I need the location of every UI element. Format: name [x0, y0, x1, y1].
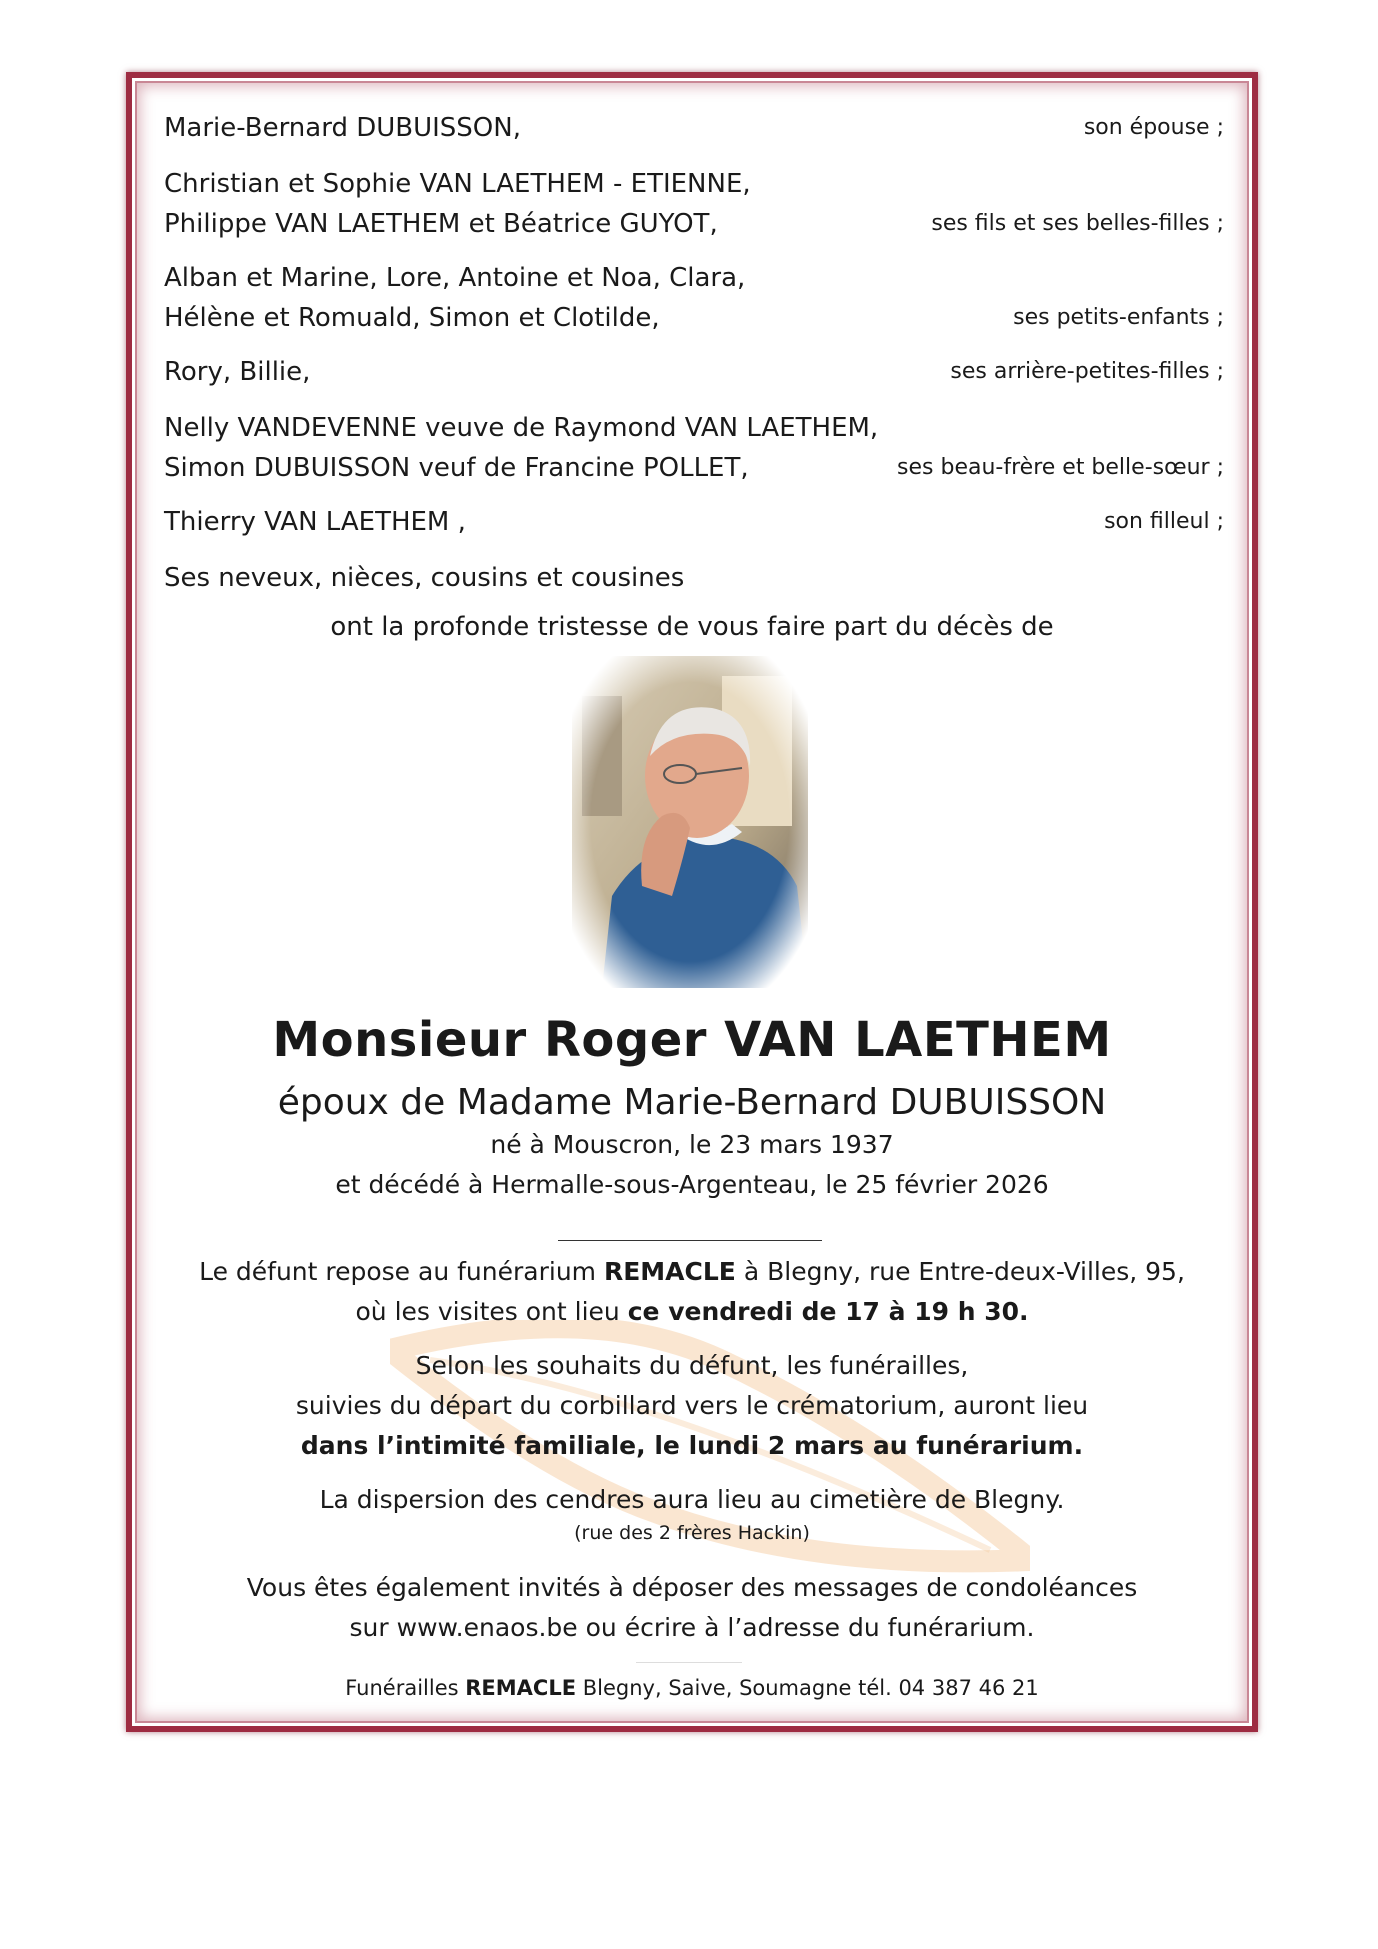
family-names: Ses neveux, nièces, cousins et cousines — [164, 563, 685, 593]
divider — [558, 1240, 822, 1241]
family-row-in-laws — [164, 408, 1224, 488]
family-names: Christian et Sophie VAN LAETHEM - ETIENNE, — [164, 169, 751, 199]
family-names: Thierry VAN LAETHEM , — [164, 507, 466, 537]
family-relation: ses petits-enfants ; — [1013, 305, 1224, 330]
death-info: et décédé à Hermalle-sous-Argenteau, le 25 février 2026 — [335, 1170, 1049, 1199]
family-names: Alban et Marine, Lore, Antoine et Noa, Clara, — [164, 263, 746, 293]
condolences-line-1: Vous êtes également invités à déposer des messages de condoléances — [246, 1573, 1138, 1602]
family-names: Hélène et Romuald, Simon et Clotilde, — [164, 303, 660, 333]
deceased-spouse: époux de Madame Marie-Bernard DUBUISSON — [277, 1082, 1107, 1123]
footer-divider — [636, 1662, 742, 1663]
birth-info: né à Mouscron, le 23 mars 1937 — [490, 1130, 894, 1159]
announcement-intro: ont la profonde tristesse de vous faire part du décès de — [330, 612, 1054, 642]
family-names: Philippe VAN LAETHEM et Béatrice GUYOT, — [164, 209, 718, 239]
portrait-photo — [572, 656, 808, 988]
family-row-godson — [164, 502, 1224, 542]
family-relation: ses beau-frère et belle-sœur ; — [897, 455, 1224, 480]
family-relation: son filleul ; — [1104, 509, 1224, 534]
family-relation: son épouse ; — [1083, 115, 1224, 140]
family-names: Marie-Bernard DUBUISSON, — [164, 113, 521, 143]
family-relation: ses arrière-petites-filles ; — [950, 359, 1224, 384]
family-row-grandchildren — [164, 258, 1224, 338]
family-row-sons — [164, 164, 1224, 244]
condolences-line-2: sur www.enaos.be ou écrire à l’adresse du funérarium. — [349, 1613, 1035, 1642]
family-row-spouse — [164, 108, 1224, 148]
funeral-line-2: suivies du départ du corbillard vers le crématorium, auront lieu — [295, 1391, 1089, 1420]
deceased-name: Monsieur Roger VAN LAETHEM — [272, 1012, 1112, 1068]
footer-funeral-home: Funérailles REMACLE Blegny, Saive, Soumagne tél. 04 387 46 21 — [345, 1676, 1039, 1700]
visitation-line-1: Le défunt repose au funérarium REMACLE à Blegny, rue Entre-deux-Villes, 95, — [199, 1257, 1185, 1286]
dispersion-line-1: La dispersion des cendres aura lieu au cimetière de Blegny. — [319, 1485, 1065, 1514]
family-names: Rory, Billie, — [164, 357, 311, 387]
family-relation: ses fils et ses belles-filles ; — [931, 211, 1224, 236]
funeral-line-1: Selon les souhaits du défunt, les funérailles, — [415, 1351, 969, 1380]
family-row-great-grandchildren — [164, 352, 1224, 392]
family-row-relatives — [164, 558, 1224, 598]
family-names: Nelly VANDEVENNE veuve de Raymond VAN LAETHEM, — [164, 413, 879, 443]
family-names: Simon DUBUISSON veuf de Francine POLLET, — [164, 453, 749, 483]
funeral-line-3: dans l’intimité familiale, le lundi 2 mars au funérarium. — [300, 1431, 1084, 1460]
dispersion-line-2: (rue des 2 frères Hackin) — [574, 1522, 810, 1544]
visitation-line-2: où les visites ont lieu ce vendredi de 17 à 19 h 30. — [355, 1297, 1029, 1326]
